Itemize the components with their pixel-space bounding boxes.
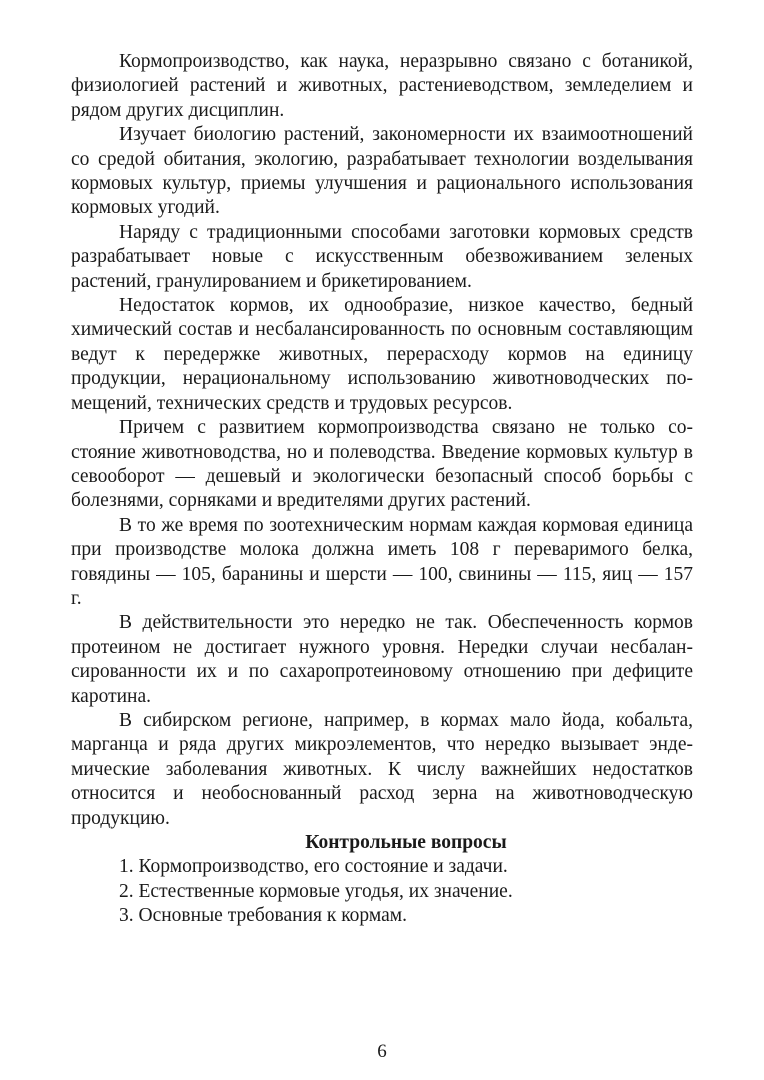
paragraph: В то же время по зоотехническим нормам каждая кормовая единица при производстве молока должна иметь 108 г переваримого белка, говядины — 105, баранины и шерсти — 100, свинины — 115, яиц — 157 г.: [71, 514, 693, 609]
question-item: 2. Естественные кормовые угодья, их значение.: [119, 880, 513, 902]
questions-heading: Контрольные вопросы: [305, 832, 507, 853]
paragraph: Наряду с традиционными способами заготовки кормовых средств разрабатывает новые с искусственным обезвоживанием зеленых растений, гранулированием и брикетированием.: [71, 221, 693, 292]
paragraph: Недостаток кормов, их однообразие, низкое качество, бедный химический состав и несбалансированность по основным составляющим ведут к передержке животных, перерасходу кормов на единицу продукции, нерациональному использованию животноводческих помещений, технических средств и трудовых ресурсов.: [71, 295, 693, 414]
paragraph: Кормопроизводство, как наука, неразрывно связано с ботаникой, физиологией растений и животных, растениеводством, земледелием и рядом других дисциплин.: [71, 51, 693, 121]
page-body: [71, 50, 693, 929]
paragraph: Причем с развитием кормопроизводства связано не только состояние животноводства, но и полеводства. Введение кормовых культур в севооборот — дешевый и экологически безопасный способ борьбы с болезнями, сорняками и вредителями других растений.: [71, 417, 693, 512]
question-item: 3. Основные требования к кормам.: [119, 905, 407, 927]
paragraph: В действительности это нередко не так. Обеспеченность кормов протеином не достигает нужного уровня. Нередки случаи несбалансированности их и по сахаропротеиновому отношению при дефиците каротина.: [71, 612, 693, 707]
paragraph: В сибирском регионе, например, в кормах мало йода, кобальта, марганца и ряда других микроэлементов, что нередко вызывает эндемические заболевания животных. К числу важнейших недостатков относится и необоснованный расход зерна на животноводческую продукцию.: [71, 709, 693, 829]
question-item: 1. Кормопроизводство, его состояние и задачи.: [119, 856, 508, 878]
paragraph: Изучает биологию растений, закономерности их взаимоотношений со средой обитания, экологию, разрабатывает технологии возделывания кормовых культур, приемы улучшения и рационального использования кормовых угодий.: [71, 124, 693, 219]
page-number: 6: [377, 1041, 387, 1062]
questions-list: [71, 855, 693, 928]
